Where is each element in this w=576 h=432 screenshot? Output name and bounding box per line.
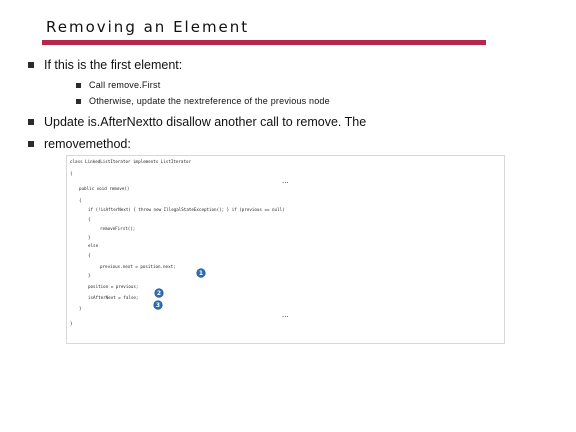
bullet-square-icon: [76, 83, 81, 88]
code-line: if (!isAfterNext) { throw new IllegalStateException(); } if (previous == null): [88, 207, 285, 212]
code-line: isAfterNext = false;: [88, 295, 139, 300]
bullet-square-icon: [28, 141, 34, 147]
code-line: }: [70, 321, 73, 326]
code-ellipsis-top: ...: [282, 177, 289, 185]
code-ellipsis-bottom: ...: [282, 311, 289, 319]
code-line: }: [88, 273, 91, 278]
code-panel: [66, 155, 505, 344]
callout-2-icon: 2: [156, 289, 162, 297]
sub-bullet-otherwise: [76, 96, 330, 106]
code-line: {: [70, 171, 73, 176]
bullet-first-element: [28, 58, 182, 72]
code-line: previous.next = position.next;: [100, 264, 176, 269]
code-line: public void remove(): [79, 186, 130, 191]
code-line: class LinkedListIterator implements ListIterator: [70, 159, 192, 164]
slide-title: Removing an Element: [46, 18, 250, 36]
code-line: }: [88, 235, 91, 240]
code-line: else: [88, 243, 99, 248]
code-line: {: [88, 253, 91, 258]
callout-1-icon: 1: [198, 269, 204, 277]
code-line: {: [88, 217, 91, 222]
bullet-update-isafternext: [28, 115, 366, 129]
title-rule: [42, 40, 486, 45]
sub-bullet-call-removefirst: [76, 80, 160, 90]
sub-bullet-text: Otherwise, update the nextreference of the previous node: [89, 96, 330, 106]
bullet-removemethod: [28, 137, 131, 151]
code-line: {: [79, 198, 82, 203]
bullet-text: If this is the first element:: [44, 58, 183, 72]
bullet-square-icon: [28, 119, 34, 125]
bullet-text: Update is.AfterNextto disallow another call to remove. The: [44, 115, 367, 129]
sub-bullet-text: Call remove.First: [89, 80, 161, 90]
bullet-square-icon: [28, 62, 34, 68]
code-line: }: [79, 306, 82, 311]
code-line: position = previous;: [88, 284, 139, 289]
bullet-text: removemethod:: [44, 137, 131, 151]
callout-3-icon: 3: [155, 301, 161, 309]
bullet-square-icon: [76, 99, 81, 104]
code-line: removeFirst();: [100, 226, 136, 231]
